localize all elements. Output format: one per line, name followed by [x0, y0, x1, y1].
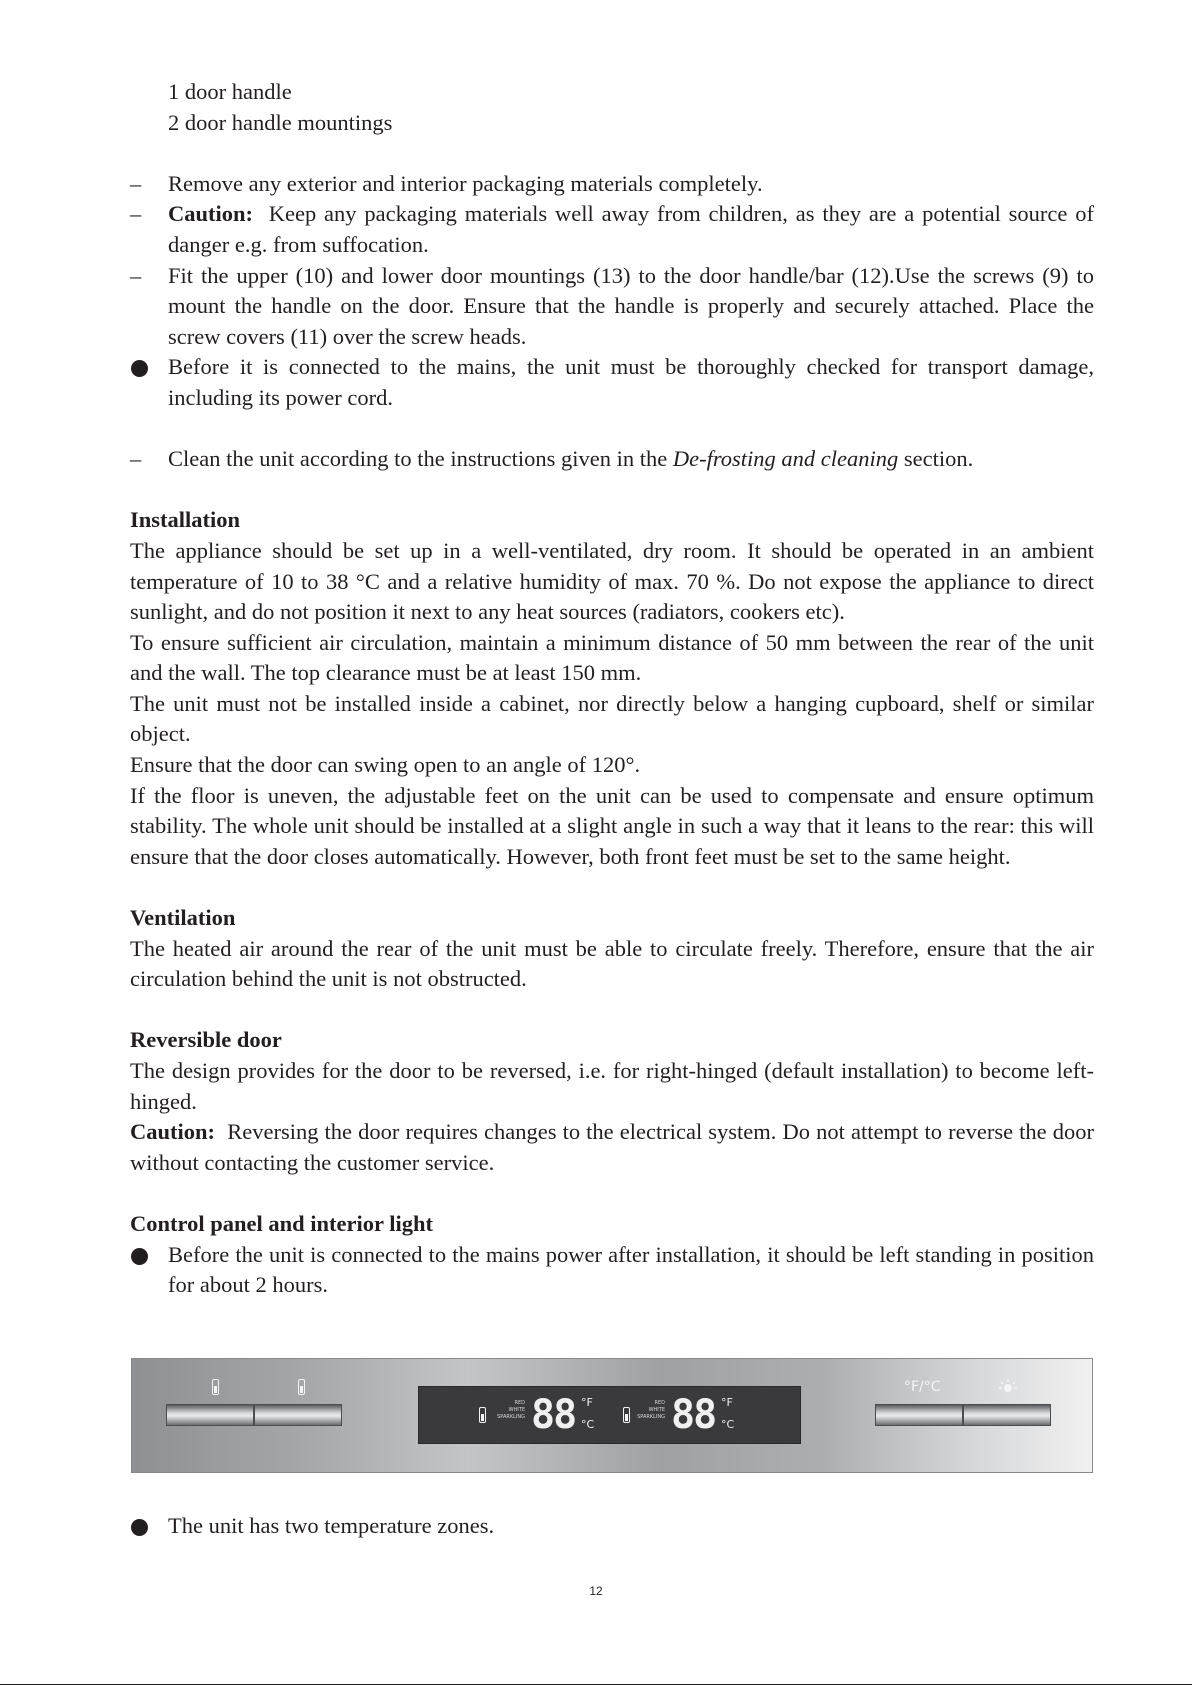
light-bulb-icon — [999, 1379, 1017, 1399]
bullet-text: Before it is connected to the mains, the unit must be thoroughly checked for transport damage, including its power cord. — [168, 354, 1094, 410]
bullet-dot-icon — [131, 1519, 148, 1536]
page-number: 12 — [589, 1584, 603, 1598]
installation-paragraph: To ensure sufficient air circulation, maintain a minimum distance of 50 mm between the rear of the unit and the wall. The top clearance must be at least 150 mm. — [130, 629, 1094, 686]
parts-item: 2 door handle mountings — [168, 109, 393, 135]
reversible-door-heading: Reversible door — [130, 1027, 282, 1053]
dash-marker: – — [130, 170, 142, 196]
dash-marker: – — [130, 262, 142, 288]
caution-label: Caution: — [130, 1119, 216, 1145]
upper-zone-bottle-icon — [212, 1379, 219, 1395]
wine-type-labels: RED WHITE SPARKLING — [497, 1400, 525, 1420]
celsius-unit: °C — [581, 1418, 595, 1431]
step-text: Remove any exterior and interior packaging materials completely. — [168, 170, 763, 196]
bullet-temperature-zones — [130, 1511, 1094, 1542]
lower-zone-bottle-icon — [298, 1379, 305, 1395]
zone-bottle-icon — [623, 1407, 630, 1423]
dash-marker: – — [130, 201, 142, 227]
caution-text: Reversing the door requires changes to the electrical system. Do not attempt to reverse the door without contacting the customer service. — [130, 1119, 1095, 1175]
light-button — [963, 1404, 1051, 1426]
installation-paragraph: If the floor is uneven, the adjustable feet on the unit can be used to compensate and ensure optimum stability. The whole unit should be installed at a slight angle in such a way that it leans to the rear: this will ensure that the door closes automatically. However, both front feet must be set to the same height. — [130, 782, 1094, 869]
installation-paragraph: Ensure that the door can swing open to an angle of 120°. — [130, 752, 641, 778]
step-fit-handle — [130, 261, 1094, 353]
fc-toggle-label: °F/°C — [904, 1379, 941, 1395]
installation-paragraph: The appliance should be set up in a well-ventilated, dry room. It should be operated in an ambient temperature of 10 to 38 °C and a relative humidity of max. 70 %. Do not expose the appliance to direct sunlight, and do not position it next to any heat sources (radiators, cookers etc). — [130, 537, 1094, 625]
installation-heading: Installation — [130, 507, 241, 533]
bullet-dot-icon — [131, 360, 148, 377]
step-text: Keep any packaging materials well away from children, as they are a potential source of danger e.g. from suffocation. — [168, 201, 1094, 257]
step-text: section. — [898, 446, 974, 472]
celsius-unit: °C — [721, 1418, 735, 1431]
zone-bottle-icon — [479, 1407, 486, 1423]
left-temperature-digits: 88 — [531, 1392, 576, 1438]
section-reference: De-frosting and cleaning — [672, 446, 899, 472]
fahrenheit-unit: °F — [581, 1396, 593, 1409]
right-temperature-digits: 88 — [671, 1392, 716, 1438]
step-text: Fit the upper (10) and lower door mountings (13) to the door handle/bar (12).Use the screws (9) to mount the handle on the door. Ensure that the handle is properly and securely attached. Place the screw covers (11) over the screw heads. — [168, 262, 1094, 349]
reversible-door-caution — [130, 1117, 1094, 1178]
page-content — [130, 77, 1094, 1301]
wine-type-labels: RED WHITE SPARKLING — [637, 1400, 665, 1420]
lower-zone-button — [254, 1404, 342, 1426]
parts-item: 1 door handle — [168, 79, 292, 104]
installation-paragraph: The unit must not be installed inside a cabinet, nor directly below a hanging cupboard, shelf or similar object. — [130, 690, 1094, 747]
bullet-transport-check — [130, 352, 1094, 413]
control-panel-figure — [131, 1358, 1093, 1473]
bullet-standing-time — [130, 1240, 1094, 1301]
ventilation-heading: Ventilation — [130, 905, 236, 931]
parts-list — [168, 77, 1094, 138]
step-clean-unit — [130, 444, 1094, 475]
reversible-door-paragraph: The design provides for the door to be reversed, i.e. for right-hinged (default installation) to become left-hinged. — [130, 1058, 1094, 1114]
fahrenheit-unit: °F — [721, 1396, 733, 1409]
step-caution-packaging — [130, 199, 1094, 260]
fc-toggle-button — [875, 1404, 963, 1426]
step-text: Clean the unit according to the instructions given in the — [168, 446, 673, 472]
bullet-text: Before the unit is connected to the mains power after installation, it should be left standing in position for about 2 hours. — [168, 1241, 1094, 1298]
temperature-display — [418, 1386, 801, 1444]
bullet-dot-icon — [131, 1248, 148, 1265]
upper-zone-button — [166, 1404, 254, 1426]
bullet-text: The unit has two temperature zones. — [168, 1513, 495, 1538]
ventilation-paragraph: The heated air around the rear of the unit must be able to circulate freely. Therefore, ensure that the air circulation behind the unit is not obstructed. — [130, 935, 1094, 992]
control-panel-heading: Control panel and interior light — [130, 1210, 433, 1236]
step-remove-packaging — [130, 169, 1094, 200]
caution-label: Caution: — [168, 201, 254, 227]
dash-marker: – — [130, 446, 142, 472]
